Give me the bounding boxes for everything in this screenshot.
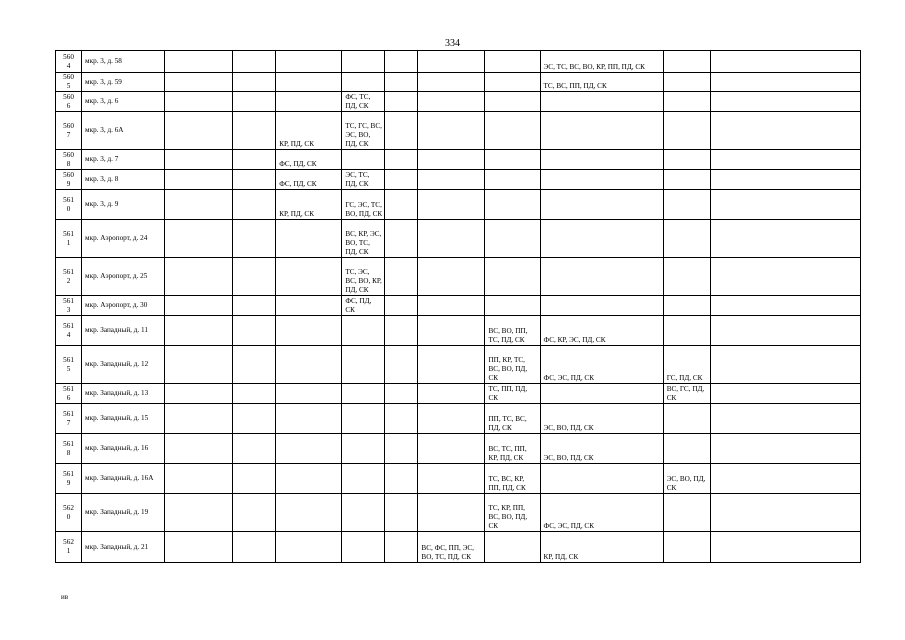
work-type-cell xyxy=(342,73,385,92)
work-type-cell xyxy=(385,434,418,464)
work-type-cell xyxy=(342,346,385,384)
work-type-cell xyxy=(710,316,860,346)
work-type-cell xyxy=(233,51,276,73)
work-type-cell xyxy=(485,296,540,316)
row-number: 562 1 xyxy=(56,532,82,563)
address-cell: мкр. Аэропорт, д. 24 xyxy=(82,220,165,258)
row-number: 561 0 xyxy=(56,190,82,220)
work-type-cell xyxy=(165,296,233,316)
work-type-cell xyxy=(710,92,860,112)
work-type-cell xyxy=(342,404,385,434)
row-number: 561 8 xyxy=(56,434,82,464)
work-type-cell xyxy=(418,150,485,170)
table-row xyxy=(56,464,861,494)
work-type-cell xyxy=(342,150,385,170)
work-type-cell xyxy=(385,220,418,258)
work-type-cell xyxy=(385,92,418,112)
work-type-cell xyxy=(342,532,385,563)
table-row xyxy=(56,150,861,170)
work-type-cell xyxy=(165,532,233,563)
work-type-cell: ЭС, ТС, ПД, СК xyxy=(342,170,385,190)
work-type-cell xyxy=(663,190,710,220)
work-type-cell xyxy=(385,258,418,296)
work-type-cell xyxy=(276,73,342,92)
work-type-cell: ФС, ПД, СК xyxy=(276,150,342,170)
table-row xyxy=(56,51,861,73)
work-type-cell xyxy=(165,384,233,404)
work-type-cell xyxy=(418,316,485,346)
work-type-cell xyxy=(233,464,276,494)
work-type-cell: ЭС, ВО, ПД, СК xyxy=(663,464,710,494)
table-row xyxy=(56,532,861,563)
address-cell: мкр. Западный, д. 16А xyxy=(82,464,165,494)
work-type-cell xyxy=(233,404,276,434)
address-cell: мкр. Западный, д. 16 xyxy=(82,434,165,464)
work-type-cell: ВС, ВО, ПП, ТС, ПД, СК xyxy=(485,316,540,346)
work-type-cell: ФС, ЭС, ПД, СК xyxy=(540,346,663,384)
work-type-cell xyxy=(165,112,233,150)
row-number: 560 8 xyxy=(56,150,82,170)
work-type-cell xyxy=(663,92,710,112)
work-type-cell xyxy=(385,384,418,404)
work-type-cell: ФС, КР, ЭС, ПД, СК xyxy=(540,316,663,346)
work-type-cell xyxy=(385,170,418,190)
table-row xyxy=(56,170,861,190)
work-type-cell xyxy=(710,404,860,434)
table-row xyxy=(56,346,861,384)
address-cell: мкр. Аэропорт, д. 25 xyxy=(82,258,165,296)
work-type-cell xyxy=(385,150,418,170)
work-type-cell xyxy=(485,258,540,296)
work-type-cell xyxy=(233,532,276,563)
work-type-cell xyxy=(710,190,860,220)
work-type-cell: ГС, ПД, СК xyxy=(663,346,710,384)
row-number: 561 4 xyxy=(56,316,82,346)
work-type-cell xyxy=(663,532,710,563)
work-type-cell xyxy=(663,170,710,190)
work-type-cell: ТС, ВС, КР, ПП, ПД, СК xyxy=(485,464,540,494)
work-type-cell xyxy=(165,316,233,346)
work-type-cell xyxy=(165,258,233,296)
row-number: 561 3 xyxy=(56,296,82,316)
table-row xyxy=(56,384,861,404)
work-type-cell xyxy=(710,73,860,92)
work-type-cell xyxy=(385,404,418,434)
work-type-cell xyxy=(540,190,663,220)
work-type-cell xyxy=(418,92,485,112)
address-cell: мкр. Западный, д. 12 xyxy=(82,346,165,384)
work-type-cell xyxy=(540,384,663,404)
work-type-cell xyxy=(663,150,710,170)
address-cell: мкр. Западный, д. 21 xyxy=(82,532,165,563)
address-cell: мкр. 3, д. 58 xyxy=(82,51,165,73)
work-type-cell xyxy=(710,384,860,404)
row-number: 561 7 xyxy=(56,404,82,434)
work-type-cell: КР, ПД, СК xyxy=(276,112,342,150)
work-type-cell xyxy=(540,150,663,170)
row-number: 560 6 xyxy=(56,92,82,112)
work-type-cell xyxy=(663,296,710,316)
work-type-cell: ТС, ГС, ВС, ЭС, ВО, ПД, СК xyxy=(342,112,385,150)
work-type-cell xyxy=(663,494,710,532)
work-type-cell xyxy=(233,346,276,384)
work-type-cell xyxy=(663,434,710,464)
work-type-cell xyxy=(276,494,342,532)
address-cell: мкр. Западный, д. 15 xyxy=(82,404,165,434)
work-type-cell xyxy=(418,296,485,316)
work-type-cell: ВС, ФС, ПП, ЭС, ВО, ТС, ПД, СК xyxy=(418,532,485,563)
work-type-cell xyxy=(663,220,710,258)
work-type-cell xyxy=(276,532,342,563)
capital-repair-table xyxy=(55,50,861,563)
work-type-cell xyxy=(385,532,418,563)
work-type-cell xyxy=(342,434,385,464)
work-type-cell xyxy=(485,112,540,150)
work-type-cell xyxy=(165,464,233,494)
address-cell: мкр. 3, д. 7 xyxy=(82,150,165,170)
table-row xyxy=(56,316,861,346)
work-type-cell: ПП, ТС, ВС, ПД, СК xyxy=(485,404,540,434)
work-type-cell: ГС, ЭС, ТС, ВО, ПД, СК xyxy=(342,190,385,220)
work-type-cell xyxy=(385,494,418,532)
work-type-cell xyxy=(276,258,342,296)
work-type-cell: ФС, ПД, СК xyxy=(276,170,342,190)
work-type-cell xyxy=(710,170,860,190)
work-type-cell xyxy=(485,51,540,73)
work-type-cell: ВС, ТС, ПП, КР, ПД, СК xyxy=(485,434,540,464)
work-type-cell: ФС, ЭС, ПД, СК xyxy=(540,494,663,532)
work-type-cell xyxy=(485,92,540,112)
work-type-cell xyxy=(385,51,418,73)
work-type-cell xyxy=(385,296,418,316)
work-type-cell xyxy=(418,258,485,296)
work-type-cell xyxy=(710,150,860,170)
address-cell: мкр. 3, д. 6 xyxy=(82,92,165,112)
row-number: 561 5 xyxy=(56,346,82,384)
work-type-cell xyxy=(233,384,276,404)
table-row xyxy=(56,73,861,92)
work-type-cell xyxy=(165,51,233,73)
work-type-cell xyxy=(663,112,710,150)
work-type-cell xyxy=(418,384,485,404)
work-type-cell xyxy=(233,220,276,258)
table-row xyxy=(56,92,861,112)
work-type-cell xyxy=(342,51,385,73)
work-type-cell: ЭС, ВО, ПД, СК xyxy=(540,404,663,434)
work-type-cell xyxy=(485,170,540,190)
table-row xyxy=(56,112,861,150)
work-type-cell: ПП, КР, ТС, ВС, ВО, ПД, СК xyxy=(485,346,540,384)
work-type-cell: КР, ПД, СК xyxy=(540,532,663,563)
work-type-cell xyxy=(233,190,276,220)
work-type-cell xyxy=(485,190,540,220)
work-type-cell xyxy=(165,404,233,434)
work-type-cell: ЭС, ВО, ПД, СК xyxy=(540,434,663,464)
work-type-cell xyxy=(233,170,276,190)
row-number: 561 2 xyxy=(56,258,82,296)
work-type-cell xyxy=(233,316,276,346)
work-type-cell xyxy=(233,258,276,296)
work-type-cell xyxy=(540,258,663,296)
work-type-cell xyxy=(276,346,342,384)
work-type-cell xyxy=(710,494,860,532)
work-type-cell xyxy=(540,220,663,258)
work-type-cell xyxy=(418,220,485,258)
address-cell: мкр. Западный, д. 13 xyxy=(82,384,165,404)
work-type-cell xyxy=(385,346,418,384)
work-type-cell xyxy=(165,494,233,532)
work-type-cell xyxy=(418,170,485,190)
footer-mark: ив xyxy=(61,593,69,601)
table-row xyxy=(56,404,861,434)
work-type-cell xyxy=(233,434,276,464)
work-type-cell xyxy=(165,170,233,190)
work-type-cell xyxy=(418,190,485,220)
work-type-cell: КР, ПД, СК xyxy=(276,190,342,220)
work-type-cell xyxy=(165,190,233,220)
work-type-cell xyxy=(710,220,860,258)
work-type-cell xyxy=(710,464,860,494)
work-type-cell: ВС, ГС, ПД, СК xyxy=(663,384,710,404)
work-type-cell: ЭС, ТС, ВС, ВО, КР, ПП, ПД, СК xyxy=(540,51,663,73)
table-row xyxy=(56,494,861,532)
address-cell: мкр. Аэропорт, д. 30 xyxy=(82,296,165,316)
work-type-cell xyxy=(540,112,663,150)
work-type-cell xyxy=(540,92,663,112)
work-type-cell xyxy=(342,316,385,346)
address-cell: мкр. Западный, д. 11 xyxy=(82,316,165,346)
work-type-cell xyxy=(233,112,276,150)
work-type-cell: ФС, ПД, СК xyxy=(342,296,385,316)
work-type-cell xyxy=(663,316,710,346)
row-number: 561 6 xyxy=(56,384,82,404)
work-type-cell xyxy=(710,112,860,150)
row-number: 560 9 xyxy=(56,170,82,190)
work-type-cell: ФС, ТС, ПД, СК xyxy=(342,92,385,112)
work-type-cell xyxy=(710,434,860,464)
work-type-cell xyxy=(165,73,233,92)
work-type-cell: ТС, ПП, ПД, СК xyxy=(485,384,540,404)
work-type-cell xyxy=(710,258,860,296)
work-type-cell xyxy=(663,404,710,434)
work-type-cell xyxy=(276,464,342,494)
work-type-cell xyxy=(342,494,385,532)
work-type-cell xyxy=(485,73,540,92)
work-type-cell xyxy=(710,296,860,316)
address-cell: мкр. 3, д. 8 xyxy=(82,170,165,190)
work-type-cell xyxy=(165,434,233,464)
work-type-cell xyxy=(418,464,485,494)
work-type-cell xyxy=(385,316,418,346)
work-type-cell xyxy=(233,73,276,92)
work-type-cell xyxy=(276,220,342,258)
work-type-cell xyxy=(276,404,342,434)
work-type-cell xyxy=(385,112,418,150)
work-type-cell xyxy=(663,51,710,73)
address-cell: мкр. Западный, д. 19 xyxy=(82,494,165,532)
work-type-cell xyxy=(233,150,276,170)
table-row xyxy=(56,190,861,220)
work-type-cell: ТС, КР, ПП, ВС, ВО, ПД, СК xyxy=(485,494,540,532)
work-type-cell: ТС, ЭС, ВС, ВО, КР, ПД, СК xyxy=(342,258,385,296)
page-number: 334 xyxy=(445,38,460,49)
work-type-cell xyxy=(165,346,233,384)
work-type-cell xyxy=(165,220,233,258)
work-type-cell xyxy=(418,51,485,73)
row-number: 561 1 xyxy=(56,220,82,258)
work-type-cell xyxy=(276,316,342,346)
work-type-cell xyxy=(485,532,540,563)
row-number: 560 4 xyxy=(56,51,82,73)
table-row xyxy=(56,220,861,258)
work-type-cell xyxy=(233,494,276,532)
work-type-cell xyxy=(276,296,342,316)
work-type-cell xyxy=(385,190,418,220)
work-type-cell xyxy=(485,220,540,258)
work-type-cell xyxy=(540,464,663,494)
work-type-cell xyxy=(418,404,485,434)
work-type-cell xyxy=(165,150,233,170)
table-row xyxy=(56,296,861,316)
table-row xyxy=(56,434,861,464)
work-type-cell xyxy=(276,51,342,73)
work-type-cell xyxy=(418,73,485,92)
work-type-cell xyxy=(663,258,710,296)
row-number: 562 0 xyxy=(56,494,82,532)
work-type-cell xyxy=(710,51,860,73)
row-number: 560 5 xyxy=(56,73,82,92)
row-number: 561 9 xyxy=(56,464,82,494)
address-cell: мкр. 3, д. 6А xyxy=(82,112,165,150)
address-cell: мкр. 3, д. 59 xyxy=(82,73,165,92)
table-body xyxy=(56,51,861,563)
work-type-cell xyxy=(418,494,485,532)
work-type-cell: ТС, ВС, ПП, ПД, СК xyxy=(540,73,663,92)
work-type-cell: ВС, КР, ЭС, ВО, ТС, ПД, СК xyxy=(342,220,385,258)
work-type-cell xyxy=(342,384,385,404)
work-type-cell xyxy=(710,532,860,563)
work-type-cell xyxy=(418,346,485,384)
work-type-cell xyxy=(485,150,540,170)
work-type-cell xyxy=(276,92,342,112)
work-type-cell xyxy=(418,112,485,150)
address-cell: мкр. 3, д. 9 xyxy=(82,190,165,220)
work-type-cell xyxy=(276,384,342,404)
work-type-cell xyxy=(540,170,663,190)
work-type-cell xyxy=(342,464,385,494)
work-type-cell xyxy=(385,464,418,494)
work-type-cell xyxy=(165,92,233,112)
work-type-cell xyxy=(540,296,663,316)
row-number: 560 7 xyxy=(56,112,82,150)
work-type-cell xyxy=(385,73,418,92)
work-type-cell xyxy=(663,73,710,92)
work-type-cell xyxy=(418,434,485,464)
table-row xyxy=(56,258,861,296)
work-type-cell xyxy=(710,346,860,384)
work-type-cell xyxy=(233,92,276,112)
work-type-cell xyxy=(233,296,276,316)
work-type-cell xyxy=(276,434,342,464)
